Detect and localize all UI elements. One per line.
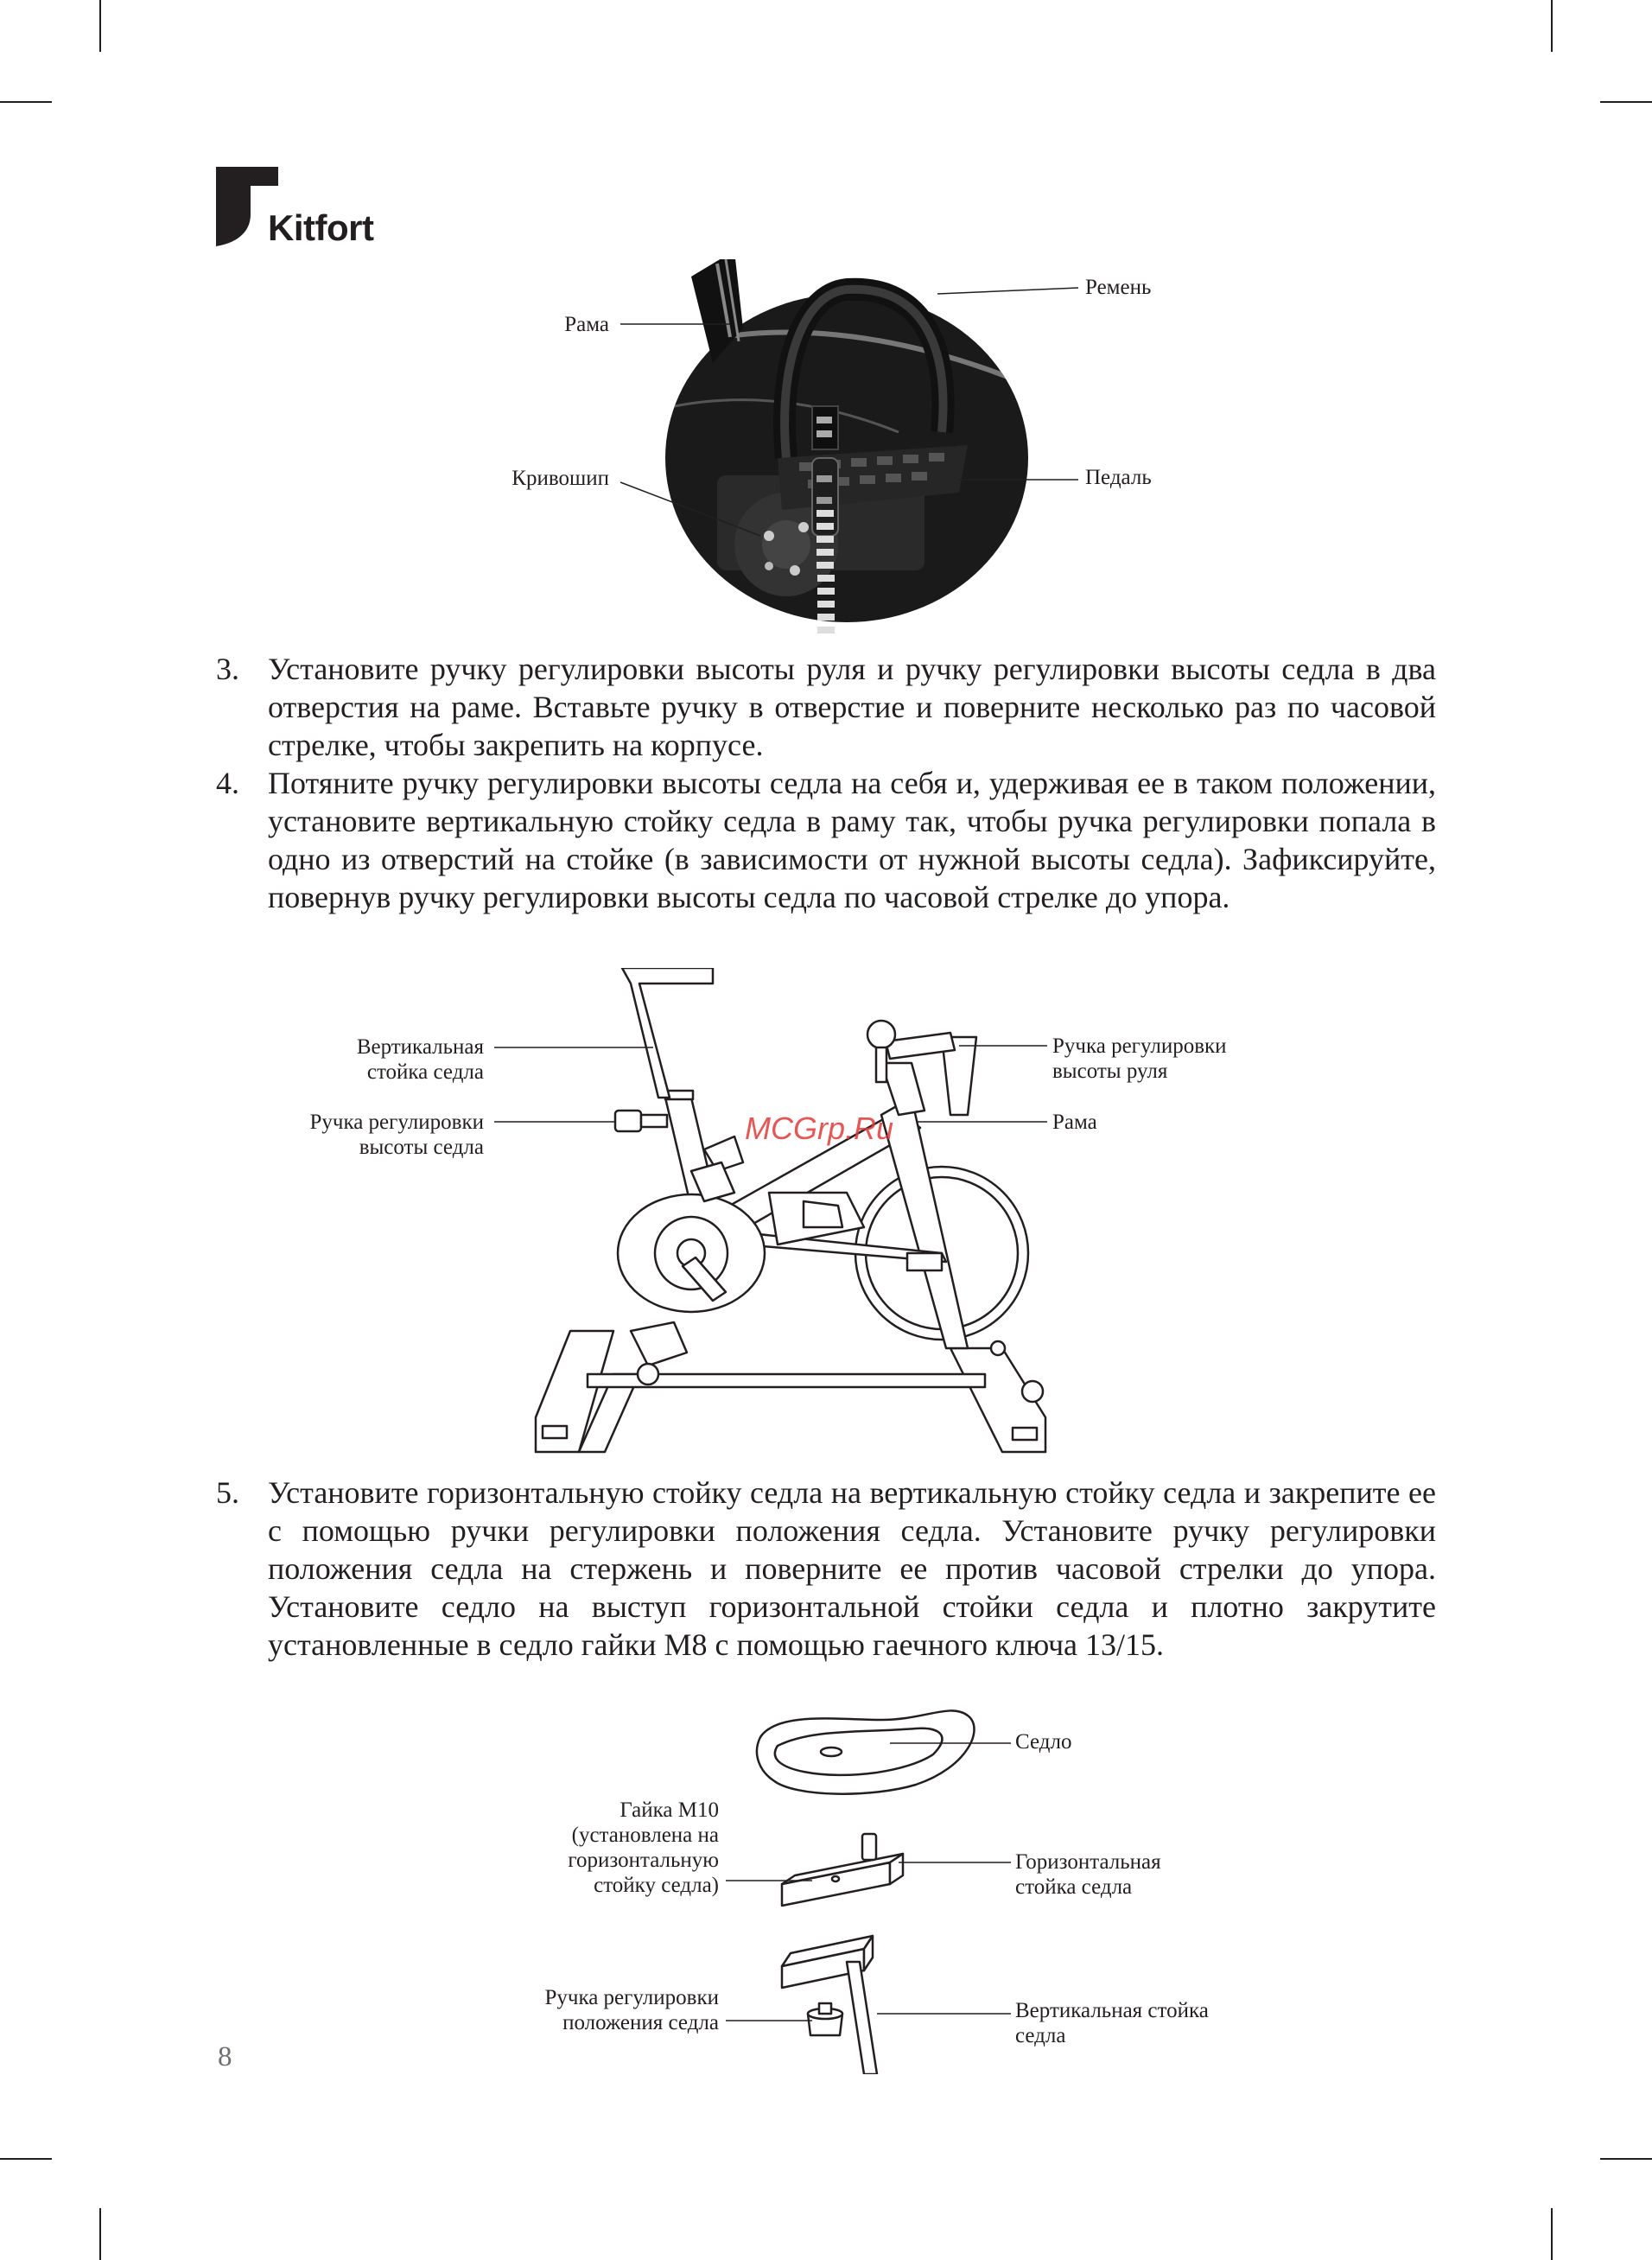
steps-group-a (216, 650, 1436, 916)
crop-mark (1600, 2158, 1652, 2160)
watermark: MCGrp.Ru (745, 1111, 894, 1146)
crop-mark (1551, 2208, 1553, 2260)
brand-name: Kitfort (268, 207, 374, 248)
label-crank: Кривошип (511, 467, 609, 490)
label-pedal: Педаль (1085, 466, 1152, 489)
crop-mark (99, 2208, 101, 2260)
label-vertical-post: Вертикальная стойка седла (356, 1035, 484, 1084)
label-seat-height-knob: Ручка регулировки высоты седла (309, 1111, 484, 1159)
label-handlebar-knob: Ручка регулировки высоты руля (1052, 1035, 1227, 1083)
label-frame: Рама (564, 313, 609, 336)
label-vertical-post-3: Вертикальная стойка седла (1015, 1999, 1209, 2047)
step-item (216, 1474, 1436, 1664)
step-number: 5. (216, 1475, 239, 1510)
label-frame-2: Рама (1052, 1111, 1097, 1134)
page-number: 8 (218, 2041, 232, 2072)
pedal-figure-leaders (0, 0, 1652, 691)
step-number: 4. (216, 766, 239, 800)
saddle-figure-leaders (0, 1720, 1652, 2066)
label-horizontal-post: Горизонтальная стойка седла (1015, 1850, 1161, 1899)
steps-group-b (216, 1474, 1436, 1664)
crop-mark (0, 2158, 52, 2160)
step-number: 3. (216, 652, 239, 686)
label-saddle: Седло (1015, 1730, 1072, 1754)
step-item (216, 650, 1436, 764)
label-position-knob: Ручка регулировки положения седла (544, 1986, 719, 2034)
label-nut: Гайка М10 (установлена на горизонтальную стойку седла) (568, 1798, 719, 1897)
label-strap: Ремень (1085, 276, 1152, 299)
step-text: Установите горизонтальную стойку седла на вертикальную стойку седла и закрепите ее с помощью ручки регулировки положения седла. Установите ручку регулировки положения седла на стержень и поверните ее против часовой стрелки до упора. Установите седло на выступ горизонтальной стойки седла и плотно закрутите установленные в седло гайки М8 с помощью гаечного ключа 13/15. (268, 1475, 1436, 1662)
step-text: Установите ручку регулировки высоты руля и ручку регулировки высоты седла в два отверстия на раме. Вставьте ручку в отверстие и поверните несколько раз по часовой стрелке, чтобы закрепить на корпусе. (268, 652, 1436, 762)
step-item (216, 764, 1436, 916)
step-text: Потяните ручку регулировки высоты седла на себя и, удерживая ее в таком положении, установите вертикальную стойку седла в раму так, чтобы ручка регулировки попала в одно из отверстий на стойке (в зависимости от нужной высоты седла). Зафиксируйте, повернув ручку регулировки высоты седла по часовой стрелке до упора. (268, 766, 1436, 914)
